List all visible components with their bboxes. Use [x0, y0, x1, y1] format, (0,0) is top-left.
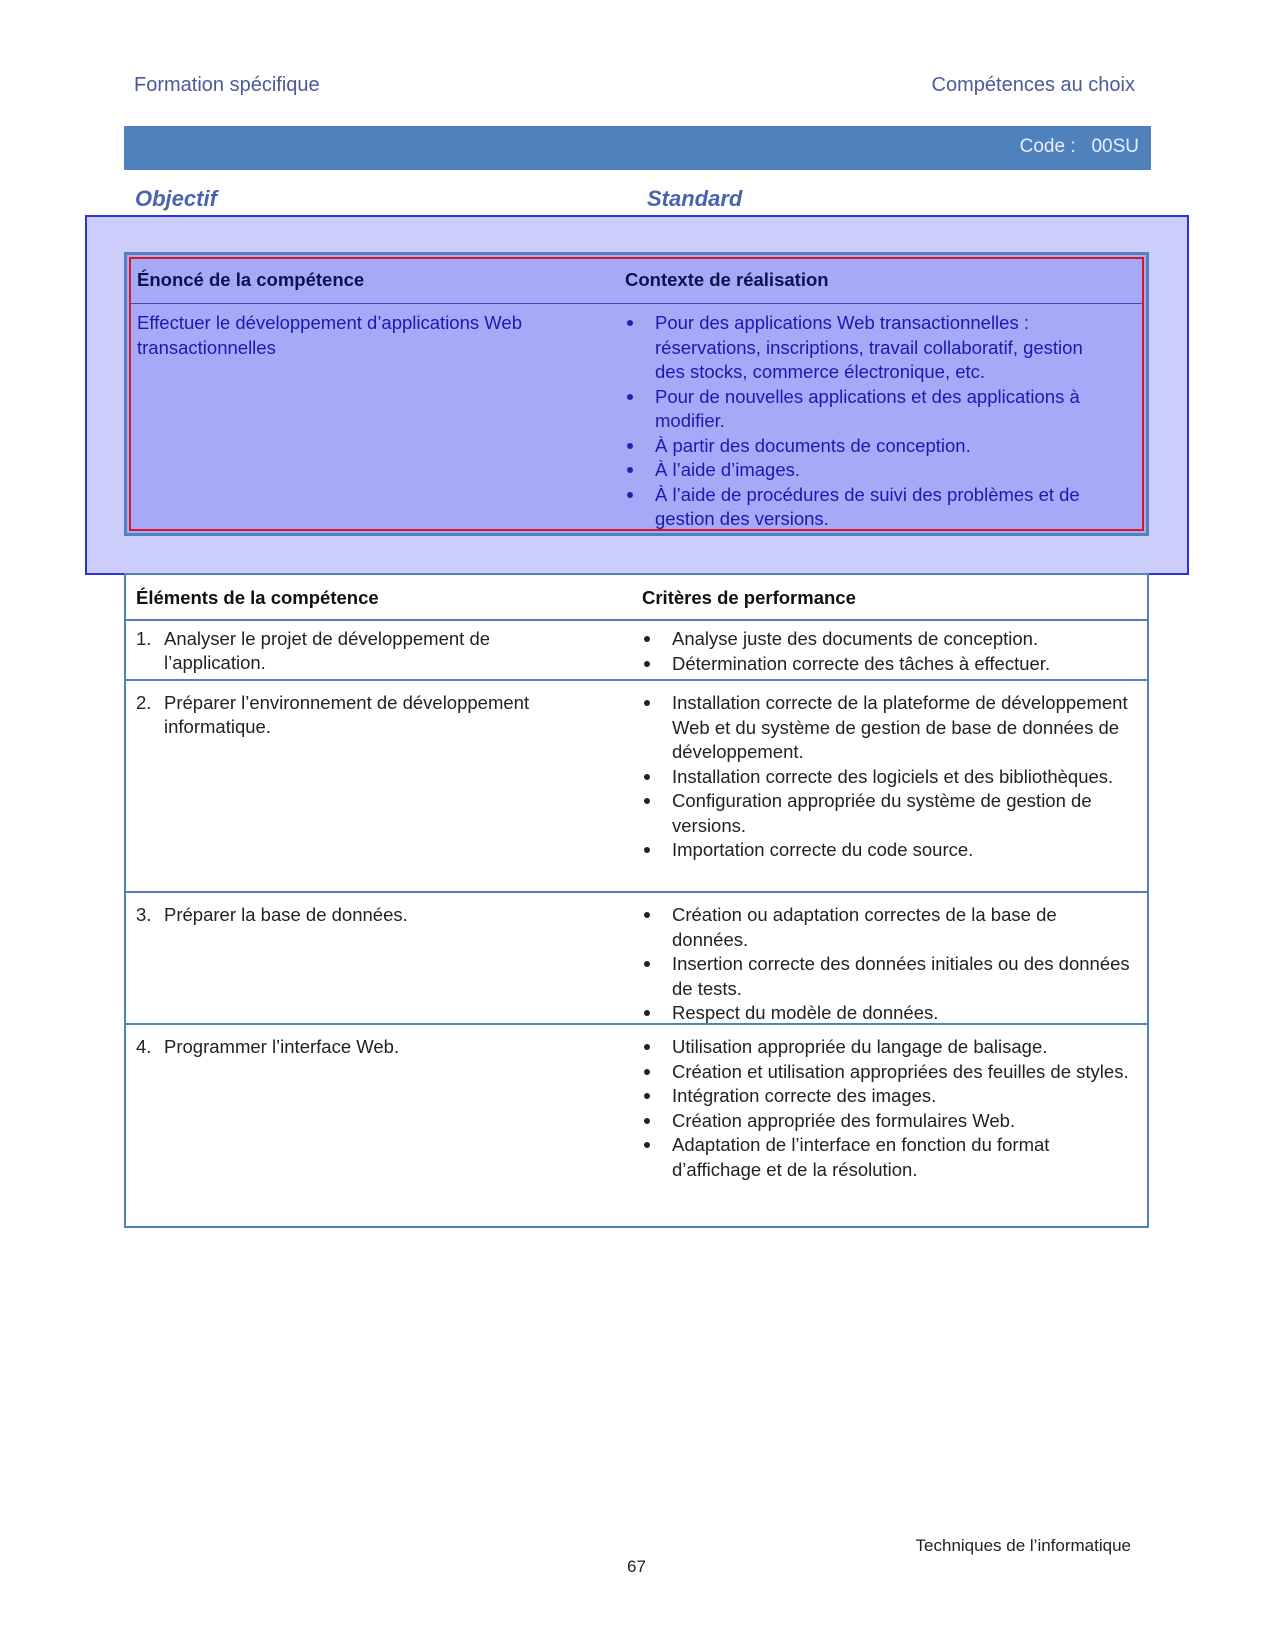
bullet-icon [644, 847, 650, 853]
element-item [136, 1035, 596, 1059]
row-divider [126, 619, 1147, 621]
element-text: Analyser le projet de développement de l’application. [164, 628, 491, 673]
criteria-header: Critères de performance [642, 587, 856, 608]
bullet-icon [644, 1142, 650, 1148]
bullet-icon [644, 661, 650, 667]
context-item [625, 385, 1105, 434]
element-text: Programmer l’interface Web. [164, 1036, 400, 1057]
bullet-icon [627, 320, 633, 326]
context-item [625, 311, 1105, 385]
bullet-icon [644, 700, 650, 706]
element-number: 2. [136, 692, 152, 713]
bullet-icon [644, 1069, 650, 1075]
code-banner [124, 126, 1151, 170]
criterion-item [642, 627, 1132, 652]
bullet-icon [627, 467, 633, 473]
criterion-text: Importation correcte du code source. [672, 839, 974, 860]
context-list [625, 311, 1105, 532]
context-text: À partir des documents de conception. [655, 434, 971, 456]
element-item [136, 903, 596, 927]
element-number: 1. [136, 628, 152, 649]
context-item [625, 458, 1105, 483]
criteria-list [642, 903, 1132, 1026]
criterion-text: Installation correcte de la plateforme de développement Web et du système de gestion de base de données de développement. [672, 692, 1128, 762]
statement-line-1: Effectuer le développement d’applications Web [137, 312, 522, 333]
criterion-text: Création et utilisation appropriées des feuilles de styles. [672, 1060, 1129, 1082]
criterion-text: Utilisation appropriée du langage de balisage. [672, 1036, 1048, 1057]
bullet-icon [644, 961, 650, 967]
criterion-text: Intégration correcte des images. [672, 1085, 937, 1106]
criteria-list [642, 1035, 1132, 1182]
criterion-item [642, 903, 1132, 952]
criterion-text: Création appropriée des formulaires Web. [672, 1109, 1016, 1131]
statement-header: Énoncé de la compétence [137, 269, 365, 290]
criteria-table [124, 573, 1149, 1228]
criterion-item [642, 1109, 1132, 1134]
context-item [625, 434, 1105, 459]
footer-program: Techniques de l’informatique [915, 1536, 1131, 1555]
criterion-item [642, 765, 1132, 790]
bullet-icon [644, 636, 650, 642]
code-value: 00SU [1091, 136, 1139, 157]
context-header: Contexte de réalisation [625, 269, 829, 290]
row-divider [126, 679, 1147, 681]
criterion-item [642, 1035, 1132, 1060]
row-divider [126, 1023, 1147, 1025]
criterion-text: Détermination correcte des tâches à effectuer. [672, 652, 1051, 674]
criterion-text: Analyse juste des documents de conception. [672, 628, 1039, 649]
bullet-icon [644, 1118, 650, 1124]
element-item [136, 691, 596, 739]
bullet-icon [627, 394, 633, 400]
criterion-item [642, 838, 1132, 863]
competency-code [1020, 136, 1139, 158]
criterion-item [642, 691, 1132, 765]
header-divider [131, 303, 1142, 304]
bullet-icon [644, 912, 650, 918]
element-item [136, 627, 596, 675]
objective-table [124, 252, 1149, 536]
header-competency-type: Compétences au choix [931, 74, 1135, 96]
bullet-icon [644, 774, 650, 780]
bullet-icon [644, 1044, 650, 1050]
criterion-text: Insertion correcte des données initiales ou des données de tests. [672, 953, 1130, 999]
criterion-item [642, 1060, 1132, 1085]
bullet-icon [627, 443, 633, 449]
context-text: À l’aide d’images. [655, 459, 800, 480]
objective-table-highlight [129, 257, 1144, 531]
element-number: 4. [136, 1036, 152, 1057]
criterion-item [642, 1084, 1132, 1109]
statement-line-2: transactionnelles [137, 336, 276, 358]
criterion-text: Configuration appropriée du système de gestion de versions. [672, 790, 1092, 836]
context-item [625, 483, 1105, 532]
header-program-section: Formation spécifique [134, 74, 320, 96]
element-number: 3. [136, 904, 152, 925]
criterion-text: Création ou adaptation correctes de la base de données. [672, 904, 1057, 950]
criteria-list [642, 627, 1132, 676]
elements-header: Éléments de la compétence [136, 587, 379, 608]
criterion-item [642, 1133, 1132, 1182]
context-text: Pour de nouvelles applications et des applications à modifier. [655, 385, 1080, 431]
row-divider [126, 891, 1147, 893]
element-text: Préparer la base de données. [164, 904, 408, 925]
criterion-text: Respect du modèle de données. [672, 1002, 939, 1023]
criterion-item [642, 652, 1132, 677]
bullet-icon [644, 1093, 650, 1099]
context-text: Pour des applications Web transactionnelles : réservations, inscriptions, travail collaboratif, gestion des stocks, commerce électronique, etc. [655, 312, 1083, 382]
criterion-item [642, 789, 1132, 838]
standard-label: Standard [647, 186, 743, 211]
bullet-icon [627, 492, 633, 498]
bullet-icon [644, 1010, 650, 1016]
context-text: À l’aide de procédures de suivi des problèmes et de gestion des versions. [655, 483, 1080, 529]
page-number: 67 [627, 1557, 646, 1576]
criterion-text: Adaptation de l’interface en fonction du format d’affichage et de la résolution. [672, 1134, 1050, 1180]
criteria-list [642, 691, 1132, 863]
criterion-text: Installation correcte des logiciels et des bibliothèques. [672, 765, 1114, 787]
element-text: Préparer l’environnement de développement informatique. [164, 692, 530, 737]
competency-statement [137, 311, 597, 360]
code-label: Code : [1019, 136, 1076, 157]
criterion-item [642, 952, 1132, 1001]
criterion-item [642, 1001, 1132, 1026]
bullet-icon [644, 798, 650, 804]
objective-label: Objectif [135, 186, 217, 211]
